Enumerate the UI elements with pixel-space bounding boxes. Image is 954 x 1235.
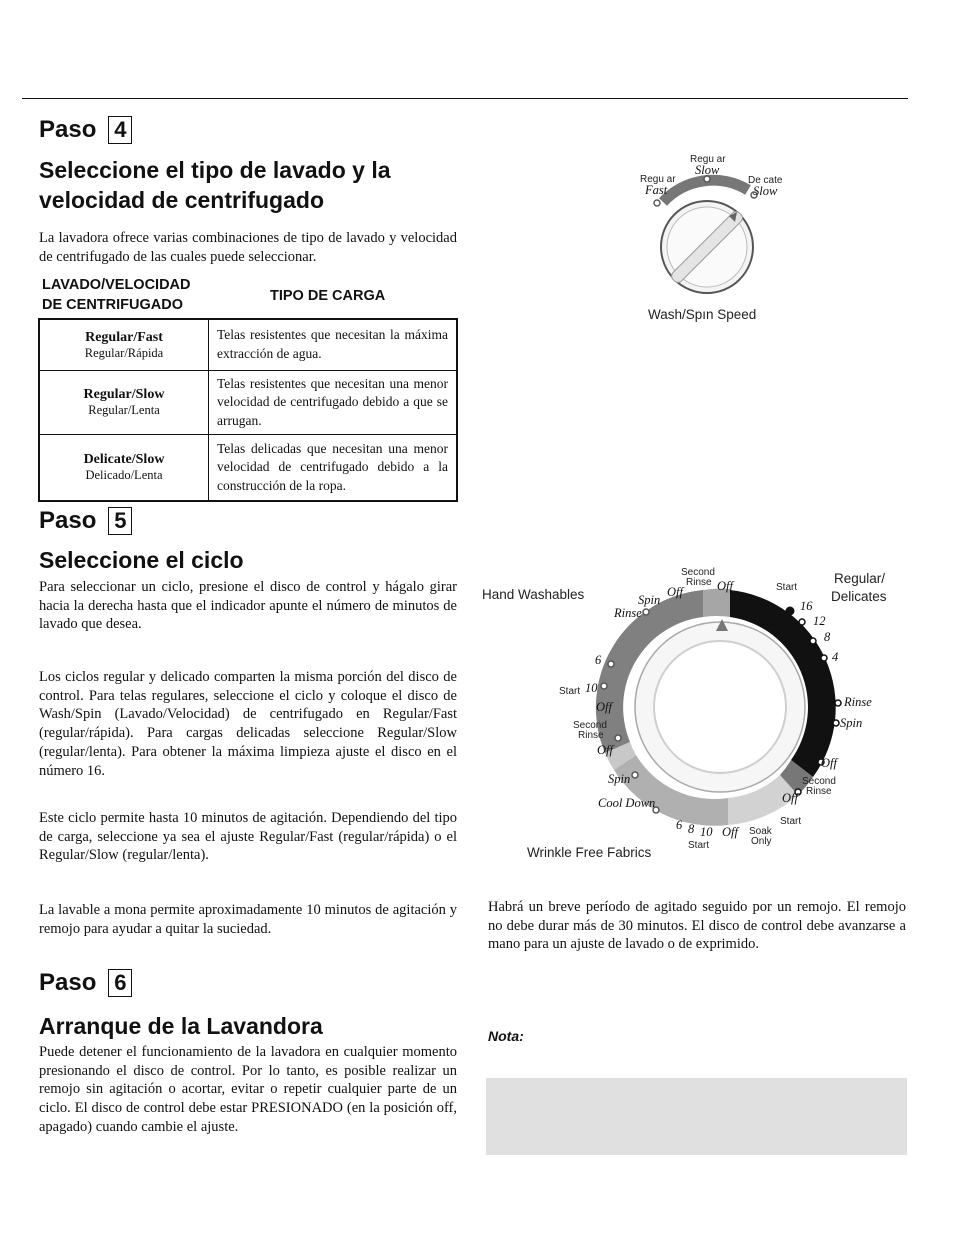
step4-title: [39, 155, 391, 215]
start-bottom-label: Start: [688, 840, 710, 851]
step6-number: 6: [108, 969, 132, 997]
wrinkle-free-label: Wrinkle Free Fabrics: [527, 845, 652, 860]
step6-label: [39, 969, 132, 997]
spin-top-label: Spin: [638, 593, 661, 607]
step5-number: 5: [108, 507, 132, 535]
dial-arc-band: [663, 180, 748, 202]
step4-paso: Paso: [39, 116, 97, 143]
step4-title-line2: velocidad de centrifugado: [39, 187, 324, 213]
setting-name: Regular/Fast: [85, 329, 163, 345]
table-col1-header: [42, 275, 191, 315]
num-10-bottom-label: 10: [700, 825, 713, 839]
cycle-dial: [480, 565, 920, 865]
dot-6: [608, 661, 614, 667]
wash-spin-table: [38, 318, 458, 502]
step4-title-line1: Seleccione el tipo de lavado y la: [39, 157, 391, 183]
dot-16: [786, 607, 795, 616]
spin-right-label: Spin: [840, 716, 863, 730]
label-delicate-slow-bottom: Slow: [753, 184, 778, 198]
dot-spin: [833, 720, 839, 726]
dot-10: [601, 683, 607, 689]
off-top-left-label: Off: [667, 585, 683, 599]
step5-p3: Este ciclo permite hasta 10 minutos de agitación. Dependiendo del tipo de carga, seleccione ya sea el ajuste Regular/Fast (regular/rápida) o el Regular/Slow (regular/lenta).: [39, 810, 457, 864]
top-rule: [22, 98, 908, 99]
start-top-label: Start: [776, 582, 798, 593]
dot-spin-left: [632, 772, 638, 778]
rinse-right-small-label: Rinse: [806, 786, 832, 797]
position-dot-regular-fast: [654, 200, 660, 206]
step5-title: Seleccione el ciclo: [39, 547, 244, 573]
off-left-upper-label: Off: [596, 700, 612, 714]
label-regular-slow-top: Regu ar: [690, 154, 726, 165]
num-8-bottom-label: 8: [688, 822, 695, 836]
table-cell-setting: [39, 435, 209, 501]
num-16-label: 16: [800, 599, 813, 613]
dot-8: [810, 638, 816, 644]
second-right-label: Second: [802, 776, 836, 787]
nota-label: Nota:: [488, 1028, 524, 1044]
setting-sub: Delicado/Lenta: [85, 468, 163, 483]
table-cell-load: Telas resistentes que necesitan la máxima extracción de agua.: [209, 319, 458, 370]
step4-intro: La lavadora ofrece varias combinaciones de tipo de lavado y velocidad de centrifugado de las cuales puede seleccionar.: [39, 230, 457, 265]
setting-sub: Regular/Rápida: [84, 345, 164, 360]
soak-paragraph: Habrá un breve período de agitado seguido por un remojo. El remojo no debe durar más de 30 minutos. El disco de control debe avanzarse a mano para un ajuste de lavado o de exprimido.: [488, 899, 906, 953]
off-top-right-label: Off: [717, 579, 733, 593]
start-left-label: Start: [559, 686, 581, 697]
step6-paso: Paso: [39, 969, 97, 996]
cycle-knob-ring: [654, 641, 786, 773]
step4-label: [39, 116, 132, 144]
wash-spin-caption: Wash/Spın Speed: [648, 307, 757, 322]
step6-p1: Puede detener el funcionamiento de la lavadora en cualquier momento presionando el disco de control. Por lo tanto, es posible realizar un remojo sin agitación o acortar, evitar o repetir cualquier parte de un ciclo. El disco de control debe estar PRESIONADO (en la posición off, apagado) cuando cambie el ajuste.: [39, 1044, 457, 1135]
num-6-bottom-label: 6: [676, 818, 683, 832]
only-label: Only: [751, 836, 772, 847]
table-col1-header-line1: LAVADO/VELOCIDAD: [42, 277, 191, 293]
step5-p2: Los ciclos regular y delicado comparten la misma porción del disco de control. Para telas regulares, seleccione el ciclo y coloque el disco de Wash/Spin (Lavado/Velocidad) de centrifugado en Regular/Fast (regular/rápida). Para cargas delicadas seleccione Regular/Slow (regular/lenta). Para obtener la máxima limpieza ajuste el disco en el número 16.: [39, 669, 457, 779]
step4-number: 4: [108, 116, 132, 144]
label-regular-slow-bottom: Slow: [695, 163, 720, 177]
table-cell-load: Telas delicadas que necesitan una menor velocidad de centrifugado debido a la construcción de la ropa.: [209, 435, 458, 501]
step5-p4: La lavable a mona permite aproximadamente 10 minutos de agitación y remojo para ayudar a quitar la suciedad.: [39, 902, 457, 937]
table-cell-setting: [39, 370, 209, 435]
num-6-left-label: 6: [595, 653, 602, 667]
regular-label: Regular/: [834, 571, 886, 586]
label-delicate-slow-top: De cate: [748, 175, 783, 186]
note-box: [486, 1078, 907, 1155]
num-12-label: 12: [813, 614, 826, 628]
hand-washables-label: Hand Washables: [482, 587, 585, 602]
table-row: [39, 435, 457, 501]
setting-name: Regular/Slow: [83, 387, 165, 403]
off-right-label: Off: [821, 756, 837, 770]
second-left-label: Second: [573, 720, 607, 731]
num-4-label: 4: [832, 650, 839, 664]
start-bottom-right-label: Start: [780, 816, 802, 827]
label-regular-fast-top: Regu ar: [640, 174, 676, 185]
wash-spin-dial: [630, 150, 800, 330]
rinse-top-label: Rinse: [686, 577, 712, 588]
cool-down-label: Cool Down: [598, 796, 656, 810]
num-8-label: 8: [824, 630, 831, 644]
rinse-left-small-label: Rinse: [578, 730, 604, 741]
second-top-label: Second: [681, 567, 715, 578]
off-bottom-label: Off: [722, 825, 738, 839]
setting-sub: Regular/Lenta: [88, 403, 160, 418]
step5-label: [39, 507, 132, 535]
table-row: [39, 319, 457, 370]
dot-12: [799, 619, 805, 625]
dot-off-left: [615, 735, 621, 741]
rinse-right-label: Rinse: [844, 695, 872, 709]
rinse-left-label: Rinse: [614, 606, 642, 620]
step6-title: Arranque de la Lavandora: [39, 1013, 323, 1039]
table-row: [39, 370, 457, 435]
dot-rinse-left: [643, 609, 649, 615]
label-regular-fast-bottom: Fast: [645, 183, 668, 197]
table-col2-header: TIPO DE CARGA: [270, 288, 386, 304]
table-col1-header-line2: DE CENTRIFUGADO: [42, 297, 183, 313]
step5-paso: Paso: [39, 507, 97, 534]
num-10-left-label: 10: [585, 681, 598, 695]
table-cell-load: Telas resistentes que necesitan una menor velocidad de centrifugado debido a que se arrugan.: [209, 370, 458, 435]
off-left-lower-label: Off: [597, 743, 613, 757]
step5-p1: Para seleccionar un ciclo, presione el disco de control y hágalo girar hacia la derecha hasta que el indicador apunte el número de minutos de lavado que desea.: [39, 579, 457, 633]
dot-4: [821, 655, 827, 661]
setting-name: Delicate/Slow: [83, 452, 165, 468]
soak-label: Soak: [749, 826, 772, 837]
spin-left-label: Spin: [608, 772, 631, 786]
delicates-label: Delicates: [831, 589, 887, 604]
off-bottom-right-label: Off: [782, 791, 798, 805]
table-cell-setting: [39, 319, 209, 370]
dot-rinse: [835, 700, 841, 706]
